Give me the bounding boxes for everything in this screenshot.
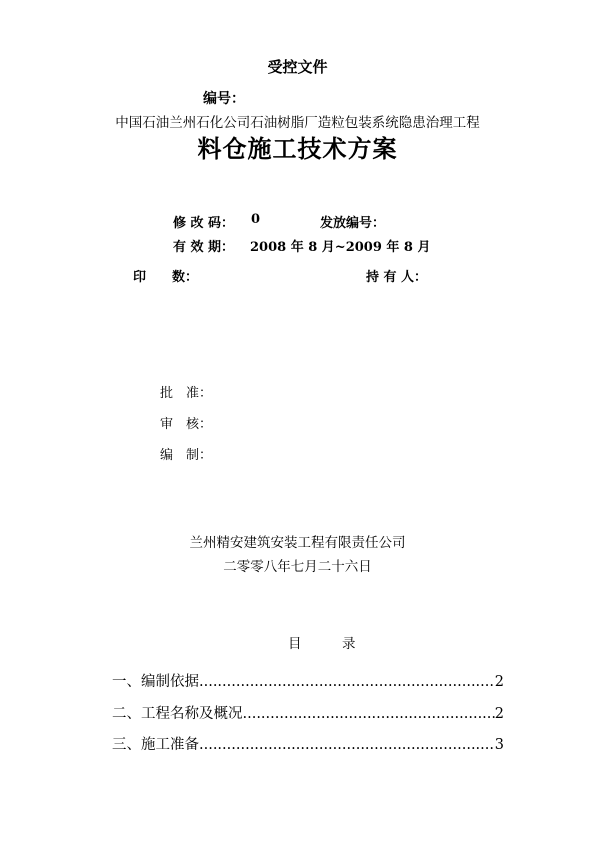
toc-leader-dots [243,706,495,722]
toc-leader-dots [199,674,495,690]
toc-item-label: 一、编制依据 [112,674,199,690]
project-line: 中国石油兰州石化公司石油树脂厂造粒包装系统隐患治理工程 [115,115,480,131]
controlled-document-label: 受控文件 [267,58,328,76]
serial-number-label: 编号： [203,91,245,107]
toc-leader-dots [199,737,495,753]
approve-label: 批 准： [160,386,213,401]
toc-item-label: 二、工程名称及概况 [112,706,243,722]
toc-item-page: 2 [494,706,504,722]
review-label: 审 核： [160,417,213,432]
revision-value: 0 [251,212,261,227]
toc-item-label: 三、施工准备 [112,737,199,753]
toc-item-page: 2 [494,674,504,690]
toc-item[interactable] [112,702,504,723]
validity-value: 2008 年 8 月~2009 年 8 月 [250,240,431,255]
toc-title: 目 录 [288,636,356,652]
document-date: 二零零八年七月二十六日 [223,559,372,575]
validity-label: 有 效 期： [173,240,235,255]
revision-label: 修 改 码： [173,216,235,231]
compile-label: 编 制： [160,448,213,463]
toc-item-page: 3 [494,737,504,753]
toc-item[interactable] [112,733,504,754]
print-count-label: 印 数： [133,270,199,285]
issue-number-label: 发放编号： [320,216,386,231]
toc-item[interactable] [112,670,504,691]
holder-label: 持 有 人： [366,270,428,285]
company-name: 兰州精安建筑安装工程有限责任公司 [189,535,406,551]
document-title: 料仓施工技术方案 [197,134,398,163]
